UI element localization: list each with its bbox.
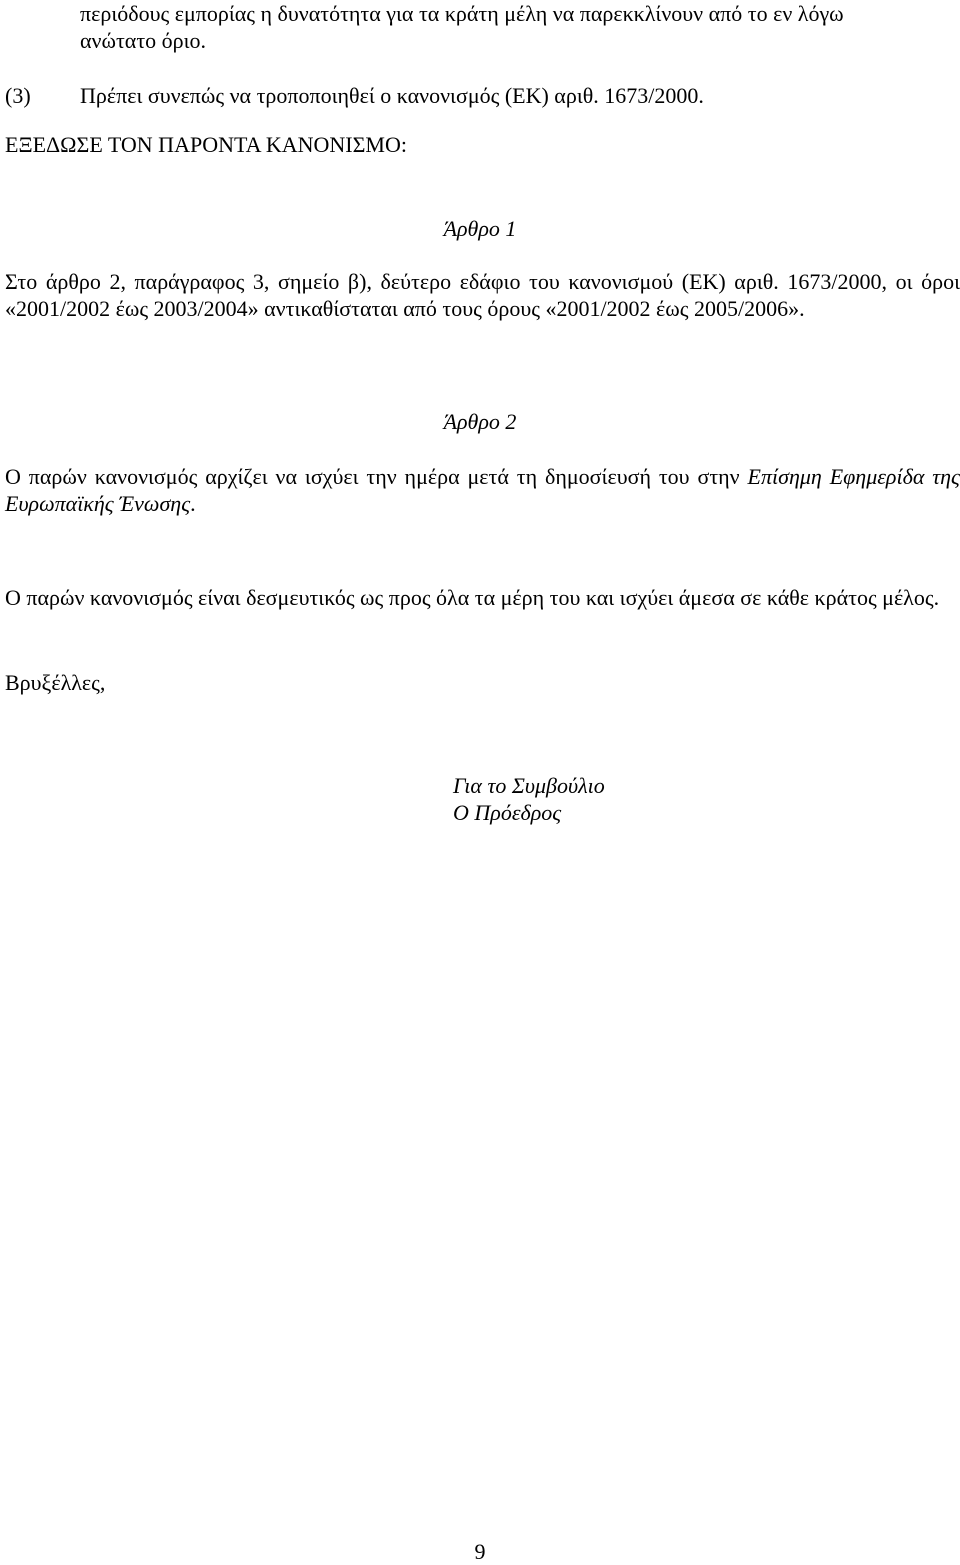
article-2-heading: Άρθρο 2 (443, 409, 517, 434)
place-of-signature: Βρυξέλλες, (5, 670, 106, 695)
preamble-continuation-line-1: περιόδους εμπορίας η δυνατότητα για τα κράτη μέλη να παρεκκλίνουν από το εν λόγω (80, 1, 844, 26)
preamble-continuation-line-2: ανώτατο όριο. (80, 28, 207, 53)
signature-block (453, 772, 605, 826)
official-journal-title: Επίσημη Εφημερίδα της Ευρωπαϊκής Ένωσης (5, 464, 960, 516)
article-2-text (5, 463, 960, 517)
binding-clause: Ο παρών κανονισμός είναι δεσμευτικός ως προς όλα τα μέρη του και ισχύει άμεσα σε κάθε κράτος μέλος. (5, 585, 940, 610)
preamble-continuation (5, 0, 960, 54)
article-2-text-plain: Ο παρών κανονισμός αρχίζει να ισχύει την ημέρα μετά τη δημοσίευσή του στην (5, 464, 748, 489)
article-2-text-end: . (190, 491, 196, 516)
article-1-heading: Άρθρο 1 (443, 216, 517, 241)
recital-3 (5, 82, 960, 109)
recital-number: (3) (5, 83, 31, 108)
signature-line-1: Για το Συμβούλιο (453, 773, 605, 798)
page-number: 9 (474, 1539, 486, 1564)
signature-line-2: Ο Πρόεδρος (453, 800, 562, 825)
article-1-text: Στο άρθρο 2, παράγραφος 3, σημείο β), δεύτερο εδάφιο του κανονισμού (ΕΚ) αριθ. 1673/2000, οι όροι «2001/2002 έως 2003/2004» αντικαθίσταται από τους όρους «2001/2002 έως 2005/2006». (5, 269, 960, 321)
enacting-formula: ΕΞΕΔΩΣΕ ΤΟΝ ΠΑΡΟΝΤΑ ΚΑΝΟΝΙΣΜΟ: (5, 132, 407, 157)
recital-text: Πρέπει συνεπώς να τροποποιηθεί ο κανονισμός (ΕΚ) αριθ. 1673/2000. (80, 83, 704, 108)
